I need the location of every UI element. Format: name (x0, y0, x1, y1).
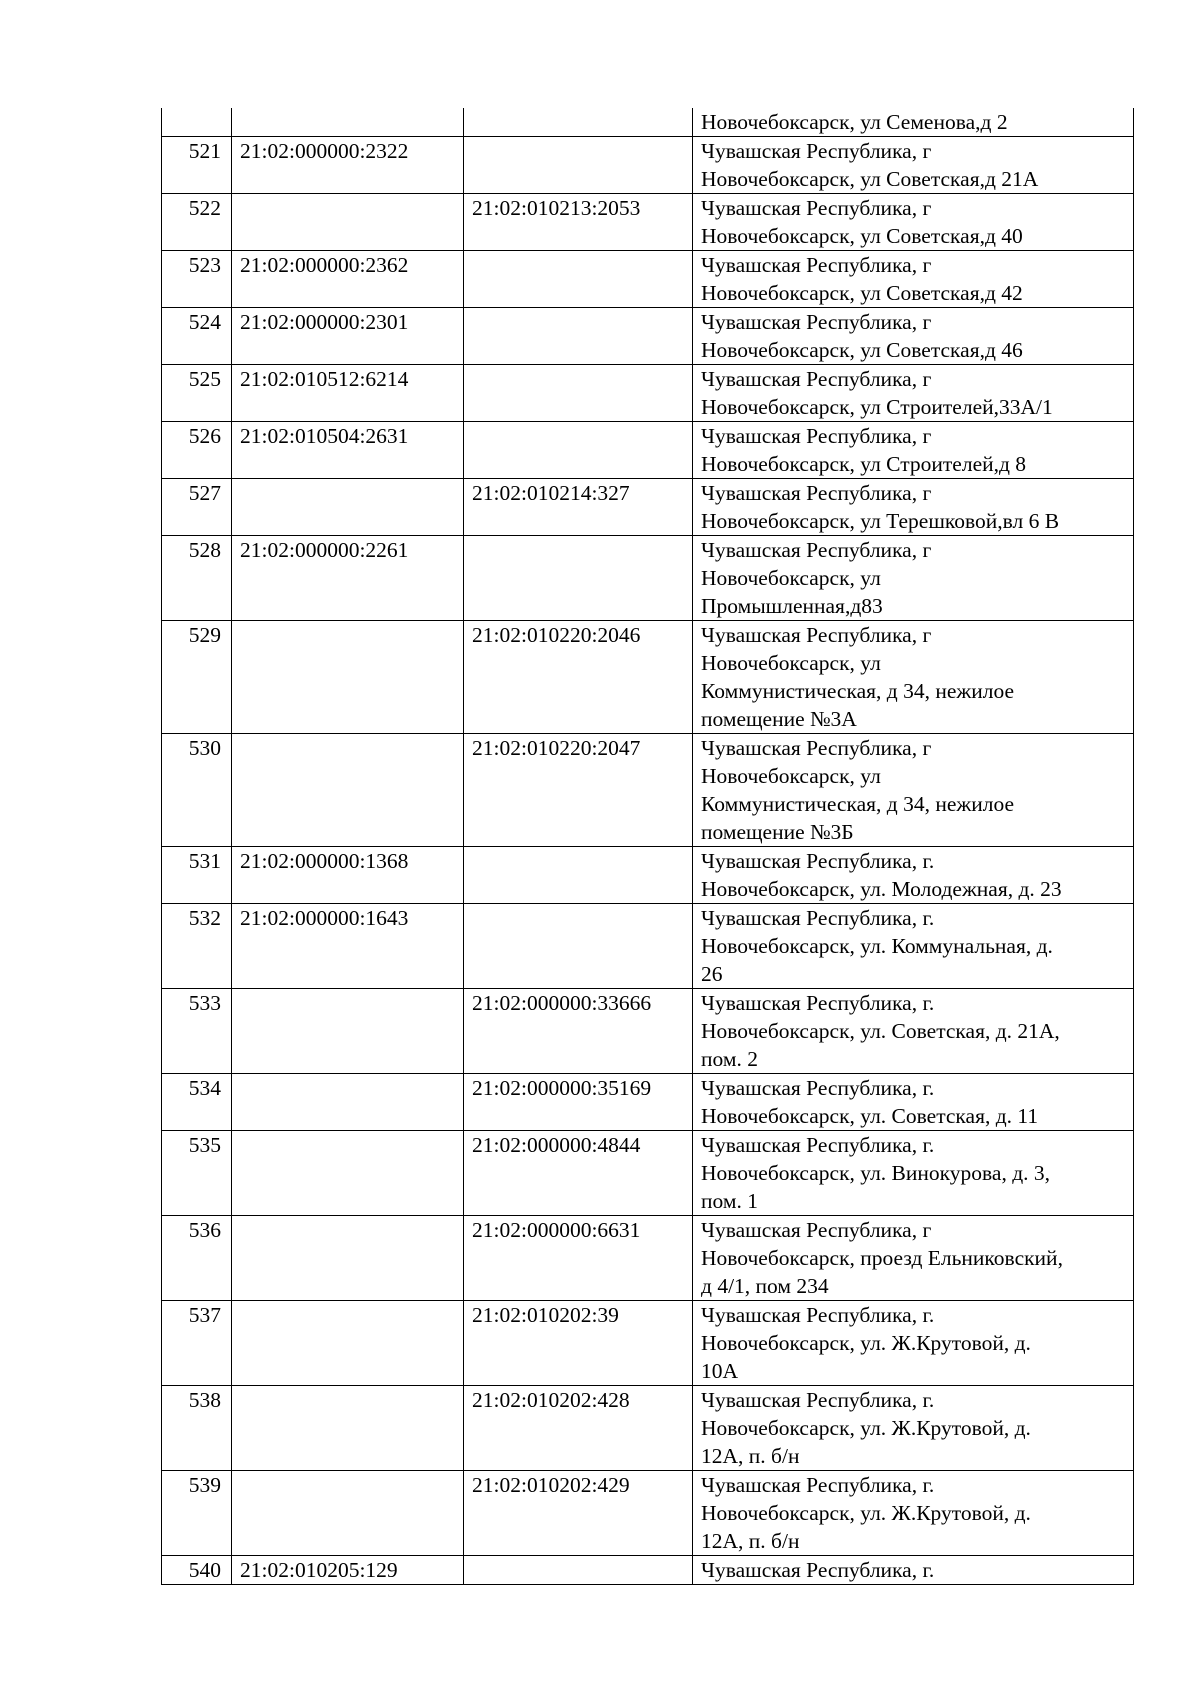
table-row (162, 989, 1134, 1074)
row-number: 530 (162, 734, 232, 847)
table-row (162, 1301, 1134, 1386)
address-cell: Чувашская Республика, г. Новочебоксарск, ул. Коммунальная, д. 26 (693, 904, 1134, 989)
table-row (162, 194, 1134, 251)
address-cell: Чувашская Республика, г. Новочебоксарск, ул. Советская, д. 21А, пом. 2 (693, 989, 1134, 1074)
cadastral-number-building (464, 847, 693, 904)
table-row (162, 1131, 1134, 1216)
row-number: 533 (162, 989, 232, 1074)
cadastral-number-building: 21:02:010202:429 (464, 1471, 693, 1556)
cadastral-number-land (232, 1131, 464, 1216)
row-number: 526 (162, 422, 232, 479)
table-row (162, 1074, 1134, 1131)
address-cell: Чувашская Республика, г. Новочебоксарск, ул. Молодежная, д. 23 (693, 847, 1134, 904)
cadastral-number-building: 21:02:010220:2047 (464, 734, 693, 847)
cadastral-number-land (232, 1301, 464, 1386)
address-cell: Чувашская Республика, г Новочебоксарск, проезд Ельниковский, д 4/1, пом 234 (693, 1216, 1134, 1301)
address-cell: Чувашская Республика, г Новочебоксарск, ул Советская,д 40 (693, 194, 1134, 251)
address-cell: Чувашская Республика, г. (693, 1556, 1134, 1585)
table-row (162, 137, 1134, 194)
cadastral-number-land: 21:02:000000:2261 (232, 536, 464, 621)
row-number: 523 (162, 251, 232, 308)
row-number: 528 (162, 536, 232, 621)
cadastral-number-land: 21:02:000000:2362 (232, 251, 464, 308)
table-row (162, 1216, 1134, 1301)
address-cell: Чувашская Республика, г Новочебоксарск, ул Строителей,33А/1 (693, 365, 1134, 422)
cadastral-number-building (464, 904, 693, 989)
address-cell: Чувашская Республика, г. Новочебоксарск, ул. Советская, д. 11 (693, 1074, 1134, 1131)
cadastral-number-land: 21:02:010504:2631 (232, 422, 464, 479)
address-cell: Чувашская Республика, г Новочебоксарск, ул Коммунистическая, д 34, нежилое помещение №3А (693, 621, 1134, 734)
row-number: 532 (162, 904, 232, 989)
cadastral-number-building (464, 308, 693, 365)
cadastral-number-building: 21:02:000000:33666 (464, 989, 693, 1074)
cadastral-number-building: 21:02:010202:428 (464, 1386, 693, 1471)
row-number: 524 (162, 308, 232, 365)
row-number: 525 (162, 365, 232, 422)
row-number: 521 (162, 137, 232, 194)
row-number: 540 (162, 1556, 232, 1585)
cadastral-number-land (232, 108, 464, 137)
row-number: 522 (162, 194, 232, 251)
cadastral-number-land (232, 1471, 464, 1556)
address-cell: Чувашская Республика, г. Новочебоксарск, ул. Ж.Крутовой, д. 12А, п. б/н (693, 1471, 1134, 1556)
address-cell: Чувашская Республика, г Новочебоксарск, ул Советская,д 21А (693, 137, 1134, 194)
row-number: 534 (162, 1074, 232, 1131)
cadastral-number-building (464, 1556, 693, 1585)
row-number: 536 (162, 1216, 232, 1301)
cadastral-number-building: 21:02:000000:35169 (464, 1074, 693, 1131)
table-row (162, 422, 1134, 479)
row-number: 537 (162, 1301, 232, 1386)
cadastral-number-land: 21:02:000000:1368 (232, 847, 464, 904)
table-row (162, 847, 1134, 904)
row-number: 531 (162, 847, 232, 904)
table-body (162, 108, 1134, 1585)
address-cell: Чувашская Республика, г Новочебоксарск, ул Терешковой,вл 6 В (693, 479, 1134, 536)
cadastral-number-building (464, 536, 693, 621)
cadastral-number-building: 21:02:000000:4844 (464, 1131, 693, 1216)
table-row (162, 1471, 1134, 1556)
address-cell: Чувашская Республика, г Новочебоксарск, ул Строителей,д 8 (693, 422, 1134, 479)
property-registry-table (161, 108, 1134, 1585)
address-cell: Чувашская Республика, г. Новочебоксарск, ул. Ж.Крутовой, д. 10А (693, 1301, 1134, 1386)
cadastral-number-building: 21:02:010213:2053 (464, 194, 693, 251)
address-cell: Чувашская Республика, г Новочебоксарск, ул Промышленная,д83 (693, 536, 1134, 621)
cadastral-number-building: 21:02:010220:2046 (464, 621, 693, 734)
cadastral-number-building (464, 108, 693, 137)
cadastral-number-land (232, 989, 464, 1074)
cadastral-number-building: 21:02:000000:6631 (464, 1216, 693, 1301)
table-row (162, 1556, 1134, 1585)
row-number: 535 (162, 1131, 232, 1216)
row-number: 527 (162, 479, 232, 536)
cadastral-number-building (464, 251, 693, 308)
table-row (162, 251, 1134, 308)
cadastral-number-land: 21:02:010205:129 (232, 1556, 464, 1585)
table-row (162, 479, 1134, 536)
cadastral-number-land: 21:02:000000:1643 (232, 904, 464, 989)
address-cell: Чувашская Республика, г Новочебоксарск, ул Советская,д 46 (693, 308, 1134, 365)
cadastral-number-building (464, 365, 693, 422)
table-row (162, 1386, 1134, 1471)
cadastral-number-land (232, 479, 464, 536)
address-cell: Чувашская Республика, г. Новочебоксарск, ул. Ж.Крутовой, д. 12А, п. б/н (693, 1386, 1134, 1471)
address-cell: Чувашская Республика, г Новочебоксарск, ул Коммунистическая, д 34, нежилое помещение №3Б (693, 734, 1134, 847)
table-row (162, 365, 1134, 422)
table-row (162, 621, 1134, 734)
table-row (162, 108, 1134, 137)
cadastral-number-land (232, 621, 464, 734)
cadastral-number-land (232, 734, 464, 847)
row-number: 529 (162, 621, 232, 734)
cadastral-number-land: 21:02:010512:6214 (232, 365, 464, 422)
cadastral-number-land (232, 1216, 464, 1301)
table-row (162, 308, 1134, 365)
cadastral-number-building: 21:02:010214:327 (464, 479, 693, 536)
cadastral-number-land: 21:02:000000:2301 (232, 308, 464, 365)
table-row (162, 536, 1134, 621)
row-number: 538 (162, 1386, 232, 1471)
cadastral-number-building (464, 137, 693, 194)
cadastral-number-building (464, 422, 693, 479)
table-row (162, 734, 1134, 847)
row-number (162, 108, 232, 137)
cadastral-number-land (232, 194, 464, 251)
row-number: 539 (162, 1471, 232, 1556)
cadastral-number-building: 21:02:010202:39 (464, 1301, 693, 1386)
address-cell: Чувашская Республика, г. Новочебоксарск, ул. Винокурова, д. 3, пом. 1 (693, 1131, 1134, 1216)
cadastral-number-land (232, 1386, 464, 1471)
cadastral-number-land: 21:02:000000:2322 (232, 137, 464, 194)
cadastral-number-land (232, 1074, 464, 1131)
address-cell: Новочебоксарск, ул Семенова,д 2 (693, 108, 1134, 137)
table-row (162, 904, 1134, 989)
address-cell: Чувашская Республика, г Новочебоксарск, ул Советская,д 42 (693, 251, 1134, 308)
